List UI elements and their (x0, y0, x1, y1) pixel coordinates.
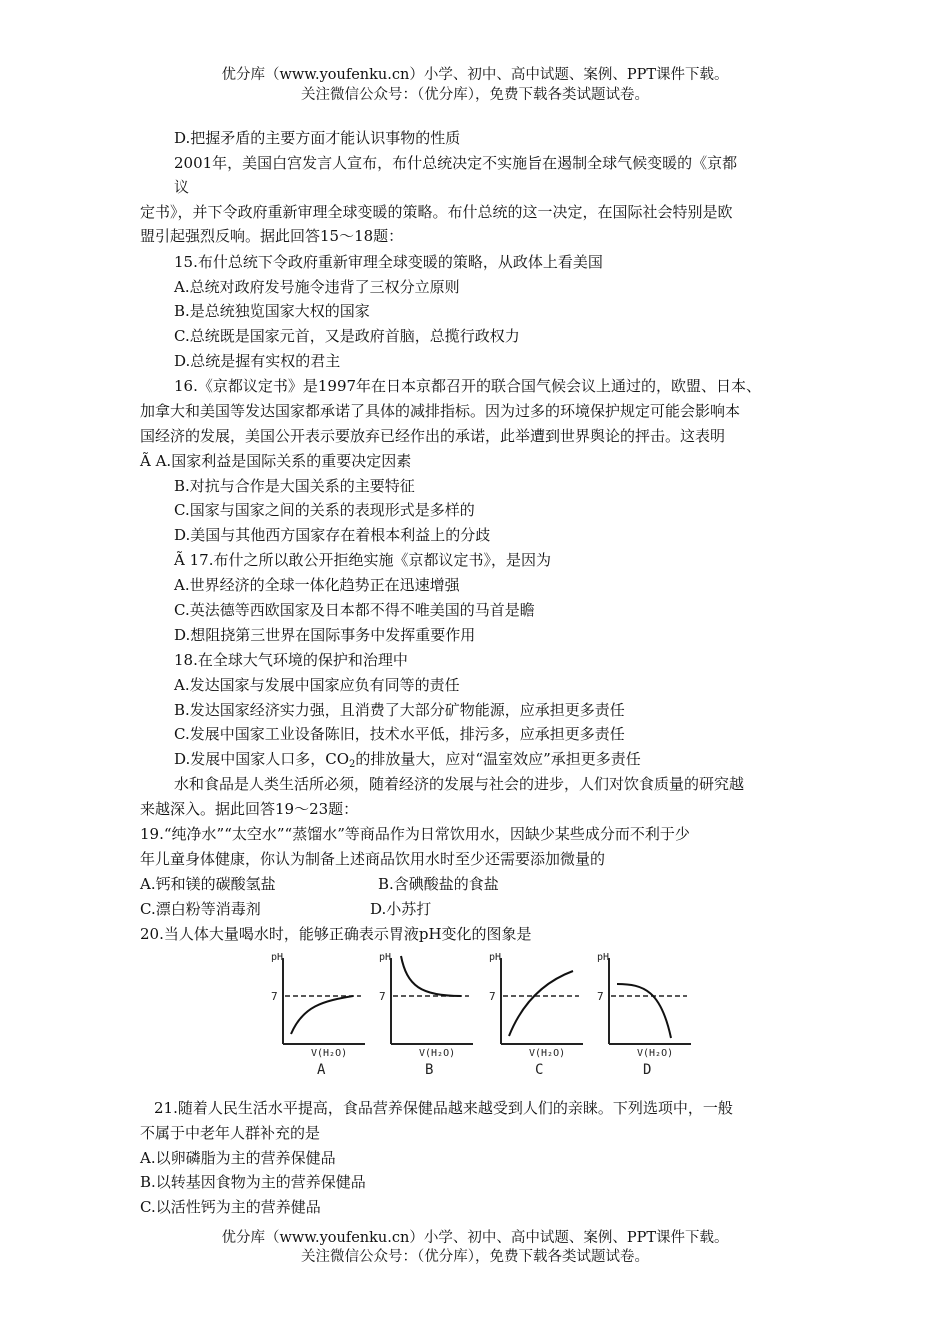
option-d-q14: D.把握矛盾的主要方面才能认识事物的性质 (174, 129, 461, 147)
panel-label: A (317, 1062, 326, 1078)
q16-option-d: D.美国与其他西方国家存在着根本利益上的分歧 (174, 526, 491, 544)
ph-curve-c (509, 971, 573, 1036)
q15-option-c: C.总统既是国家元首，又是政府首脑，总揽行政权力 (174, 327, 520, 345)
tick-label-7: 7 (597, 990, 604, 1003)
q21-option-b: B.以转基因食物为主的营养保健品 (140, 1173, 366, 1191)
q19-option-c: C.漂白粉等消毒剂 (140, 900, 261, 918)
q16-option-b: B.对抗与合作是大国关系的主要特征 (174, 477, 415, 495)
ph-curve-b (401, 956, 461, 996)
q21-option-c: C.以活性钙为主的营养健品 (140, 1198, 321, 1216)
y-axis-label: pH (379, 952, 392, 963)
y-axis-label: pH (597, 952, 610, 963)
ph-curve-a (291, 996, 353, 1034)
panel-label: C (535, 1062, 544, 1078)
q18-option-a: A.发达国家与发展中国家应负有同等的责任 (174, 676, 460, 694)
question-16-1: 16.《京都议定书》是1997年在日本京都召开的联合国气候会议上通过的，欧盟、日本、 (174, 377, 762, 395)
passage-water-1: 水和食品是人类生活所必须，随着经济的发展与社会的进步，人们对饮食质量的研究越 (174, 775, 745, 793)
question-20: 20.当人体大量喝水时，能够正确表示胃液pH变化的图象是 (140, 925, 532, 943)
passage-intro-3: 定书》，并下令政府重新审理全球变暖的策略。布什总统的这一决定，在国际社会特别是欧 (140, 203, 733, 221)
panel-label: B (425, 1062, 434, 1078)
ph-panel-a (271, 952, 365, 1078)
q18-option-d: D.发展中国家人口多，$CO_2$的排放量大，应对“温室效应”承担更多责任 (174, 750, 641, 770)
question-16-2: 加拿大和美国等发达国家都承诺了具体的减排指标。因为过多的环境保护规定可能会影响本 (140, 402, 741, 420)
header-line-2: 关注微信公众号：（优分库），免费下载各类试题试卷。 (301, 87, 649, 103)
footer-line-2: 关注微信公众号：（优分库），免费下载各类试题试卷。 (301, 1249, 649, 1265)
q15-option-d: D.总统是握有实权的君主 (174, 352, 341, 370)
q15-option-a: A.总统对政府发号施令违背了三权分立原则 (174, 278, 460, 296)
question-19-1: 19.“纯净水”“太空水”“蒸馏水”等商品作为日常饮用水，因缺少某些成分而不利于少 (140, 825, 690, 843)
q17-option-a: A.世界经济的全球一体化趋势正在迅速增强 (174, 576, 460, 594)
ph-panel-d (597, 952, 691, 1078)
q16-option-a: Ã A.国家利益是国际关系的重要决定因素 (140, 452, 412, 470)
question-21-2: 不属于中老年人群补充的是 (140, 1124, 321, 1142)
passage-intro-2: 议 (174, 178, 190, 196)
q18-option-b: B.发达国家经济实力强，且消费了大部分矿物能源，应承担更多责任 (174, 701, 625, 719)
q19-option-b: B.含碘酸盐的食盐 (378, 875, 499, 893)
footer-line-1: 优分库（www.youfenku.cn）小学、初中、高中试题、案例、PPT课件下载。 (221, 1230, 729, 1246)
question-21-1: 21.随着人民生活水平提高，食品营养保健品越来越受到人们的亲睐。下列选项中，一般 (154, 1099, 733, 1117)
ph-chart-figure (259, 946, 691, 1082)
header-line-1: 优分库（www.youfenku.cn）小学、初中、高中试题、案例、PPT课件下载。 (221, 67, 729, 83)
question-16-3: 国经济的发展，美国公开表示要放弃已经作出的承诺，此举遭到世界舆论的抨击。这表明 (140, 427, 726, 445)
y-axis-label: pH (489, 952, 502, 963)
tick-label-7: 7 (489, 990, 496, 1003)
y-axis-label: pH (271, 952, 284, 963)
tick-label-7: 7 (379, 990, 386, 1003)
question-17: Ã 17.布什之所以敢公开拒绝实施《京都议定书》，是因为 (174, 551, 551, 569)
x-axis-label: V(H₂O) (637, 1048, 674, 1059)
passage-intro-4: 盟引起强烈反响。据此回答15～18题： (140, 227, 404, 245)
ph-panel-c (489, 952, 583, 1078)
x-axis-label: V(H₂O) (311, 1048, 348, 1059)
q17-option-c: C.英法德等西欧国家及日本都不得不唯美国的马首是瞻 (174, 601, 535, 619)
x-axis-label: V(H₂O) (419, 1048, 456, 1059)
passage-water-2: 来越深入。据此回答19～23题： (140, 800, 359, 818)
q15-option-b: B.是总统独览国家大权的国家 (174, 302, 370, 320)
q17-option-d: D.想阻挠第三世界在国际事务中发挥重要作用 (174, 626, 476, 644)
question-19-2: 年儿童身体健康，你认为制备上述商品饮用水时至少还需要添加微量的 (140, 850, 606, 868)
q18-option-c: C.发展中国家工业设备陈旧，技术水平低，排污多，应承担更多责任 (174, 725, 625, 743)
passage-intro-1: 2001年，美国白宫发言人宣布，布什总统决定不实施旨在遏制全球气候变暖的《京都 (174, 154, 738, 172)
q16-option-c: C.国家与国家之间的关系的表现形式是多样的 (174, 501, 475, 519)
q21-option-a: A.以卵磷脂为主的营养保健品 (140, 1149, 336, 1167)
q19-option-a: A.钙和镁的碳酸氢盐 (140, 875, 276, 893)
tick-label-7: 7 (271, 990, 278, 1003)
ph-curve-d (617, 984, 671, 1038)
panel-label: D (643, 1062, 652, 1078)
question-15: 15.布什总统下令政府重新审理全球变暖的策略，从政体上看美国 (174, 253, 603, 271)
ph-panel-b (379, 952, 473, 1078)
q19-option-d: D.小苏打 (370, 900, 432, 918)
question-18: 18.在全球大气环境的保护和治理中 (174, 651, 408, 669)
x-axis-label: V(H₂O) (529, 1048, 566, 1059)
